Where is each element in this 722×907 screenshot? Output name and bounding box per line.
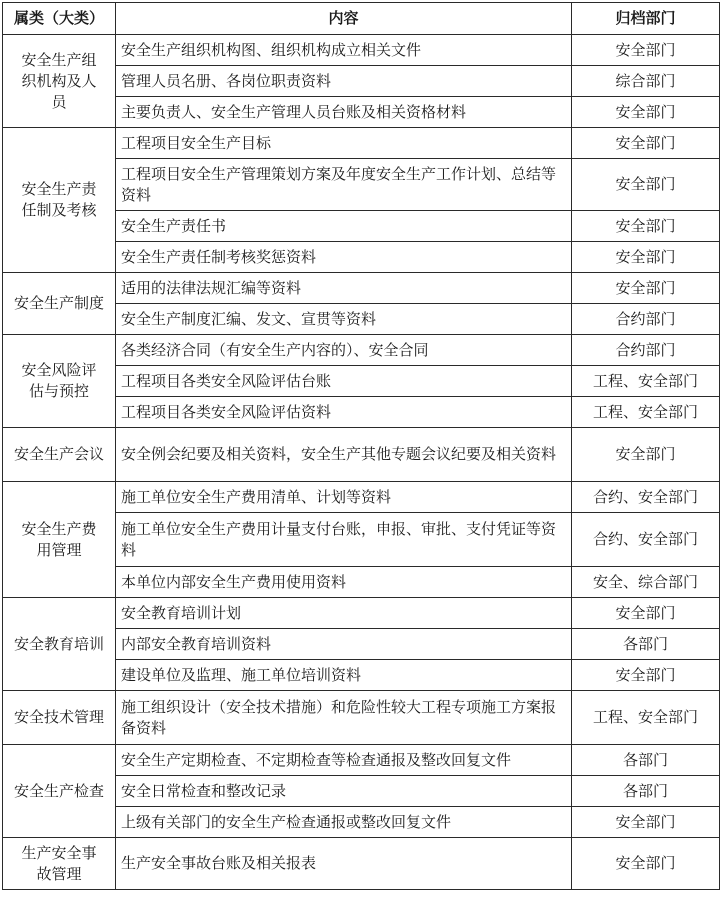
category-header: 属类（大类） <box>3 3 116 35</box>
department-cell: 工程、安全部门 <box>572 366 720 397</box>
department-cell: 工程、安全部门 <box>572 691 720 745</box>
category-label: 安全生产会议 <box>13 445 104 463</box>
content-cell: 安全日常检查和整改记录 <box>116 776 572 807</box>
content-cell: 生产安全事故台账及相关报表 <box>116 838 572 890</box>
department-cell: 安全部门 <box>572 211 720 242</box>
content-cell: 主要负责人、安全生产管理人员台账及相关资格材料 <box>116 97 572 128</box>
category-label: 安全生产组织机构及人员 <box>21 50 97 111</box>
category-label: 安全生产责任制及考核 <box>21 180 97 219</box>
department-cell: 各部门 <box>572 776 720 807</box>
content-cell: 安全生产定期检查、不定期检查等检查通报及整改回复文件 <box>116 745 572 776</box>
table-row <box>3 335 720 366</box>
category-cell <box>3 691 116 745</box>
department-cell: 综合部门 <box>572 66 720 97</box>
department-cell: 安全部门 <box>572 838 720 890</box>
content-cell: 工程项目安全生产管理策划方案及年度安全生产工作计划、总结等资料 <box>116 159 572 211</box>
department-cell: 合约部门 <box>572 335 720 366</box>
content-cell: 建设单位及监理、施工单位培训资料 <box>116 660 572 691</box>
table-row <box>3 273 720 304</box>
content-cell: 安全例会纪要及相关资料，安全生产其他专题会议纪要及相关资料 <box>116 428 572 482</box>
category-cell <box>3 35 116 128</box>
content-cell: 施工单位安全生产费用清单、计划等资料 <box>116 482 572 513</box>
content-cell: 安全生产制度汇编、发文、宣贯等资料 <box>116 304 572 335</box>
table-row <box>3 598 720 629</box>
content-cell: 施工组织设计（安全技术措施）和危险性较大工程专项施工方案报备资料 <box>116 691 572 745</box>
content-cell: 安全生产责任书 <box>116 211 572 242</box>
department-cell: 安全部门 <box>572 97 720 128</box>
category-label: 安全生产制度 <box>13 294 104 312</box>
department-cell: 安全部门 <box>572 273 720 304</box>
category-cell <box>3 428 116 482</box>
department-cell: 安全部门 <box>572 807 720 838</box>
content-cell: 安全教育培训计划 <box>116 598 572 629</box>
content-cell: 施工单位安全生产费用计量支付台账，申报、审批、支付凭证等资料 <box>116 513 572 567</box>
content-cell: 本单位内部安全生产费用使用资料 <box>116 567 572 598</box>
department-cell: 安全部门 <box>572 428 720 482</box>
content-cell: 适用的法律法规汇编等资料 <box>116 273 572 304</box>
table-row <box>3 691 720 745</box>
category-cell <box>3 335 116 428</box>
department-cell: 安全部门 <box>572 35 720 66</box>
category-cell <box>3 128 116 273</box>
department-cell: 安全部门 <box>572 242 720 273</box>
category-label: 安全风险评估与预控 <box>21 361 97 400</box>
table-row <box>3 745 720 776</box>
table-row <box>3 482 720 513</box>
department-cell: 合约、安全部门 <box>572 513 720 567</box>
header-row <box>3 3 720 35</box>
table-row <box>3 128 720 159</box>
content-cell: 安全生产组织机构图、组织机构成立相关文件 <box>116 35 572 66</box>
archive-table <box>2 2 720 890</box>
content-cell: 各类经济合同（有安全生产内容的）、安全合同 <box>116 335 572 366</box>
category-cell <box>3 838 116 890</box>
department-cell: 安全、综合部门 <box>572 567 720 598</box>
category-cell <box>3 482 116 598</box>
department-cell: 合约部门 <box>572 304 720 335</box>
content-cell: 工程项目各类安全风险评估资料 <box>116 397 572 428</box>
department-cell: 安全部门 <box>572 159 720 211</box>
table-row <box>3 428 720 482</box>
department-cell: 安全部门 <box>572 660 720 691</box>
category-cell <box>3 598 116 691</box>
table-body <box>3 35 720 890</box>
category-label: 安全技术管理 <box>13 708 104 726</box>
category-label: 生产安全事故管理 <box>21 843 97 883</box>
category-label: 安全教育培训 <box>13 634 104 653</box>
table-row <box>3 35 720 66</box>
department-cell: 工程、安全部门 <box>572 397 720 428</box>
content-cell: 工程项目安全生产目标 <box>116 128 572 159</box>
content-cell: 安全生产责任制考核奖惩资料 <box>116 242 572 273</box>
content-cell: 工程项目各类安全风险评估台账 <box>116 366 572 397</box>
category-label: 安全生产费用管理 <box>21 519 97 559</box>
department-header: 归档部门 <box>572 3 720 35</box>
department-cell: 安全部门 <box>572 598 720 629</box>
department-cell: 安全部门 <box>572 128 720 159</box>
content-cell: 内部安全教育培训资料 <box>116 629 572 660</box>
content-header: 内容 <box>116 3 572 35</box>
department-cell: 各部门 <box>572 745 720 776</box>
department-cell: 合约、安全部门 <box>572 482 720 513</box>
category-label: 安全生产检查 <box>13 781 104 800</box>
category-cell <box>3 745 116 838</box>
content-cell: 管理人员名册、各岗位职责资料 <box>116 66 572 97</box>
department-cell: 各部门 <box>572 629 720 660</box>
table-row <box>3 838 720 890</box>
category-cell <box>3 273 116 335</box>
content-cell: 上级有关部门的安全生产检查通报或整改回复文件 <box>116 807 572 838</box>
